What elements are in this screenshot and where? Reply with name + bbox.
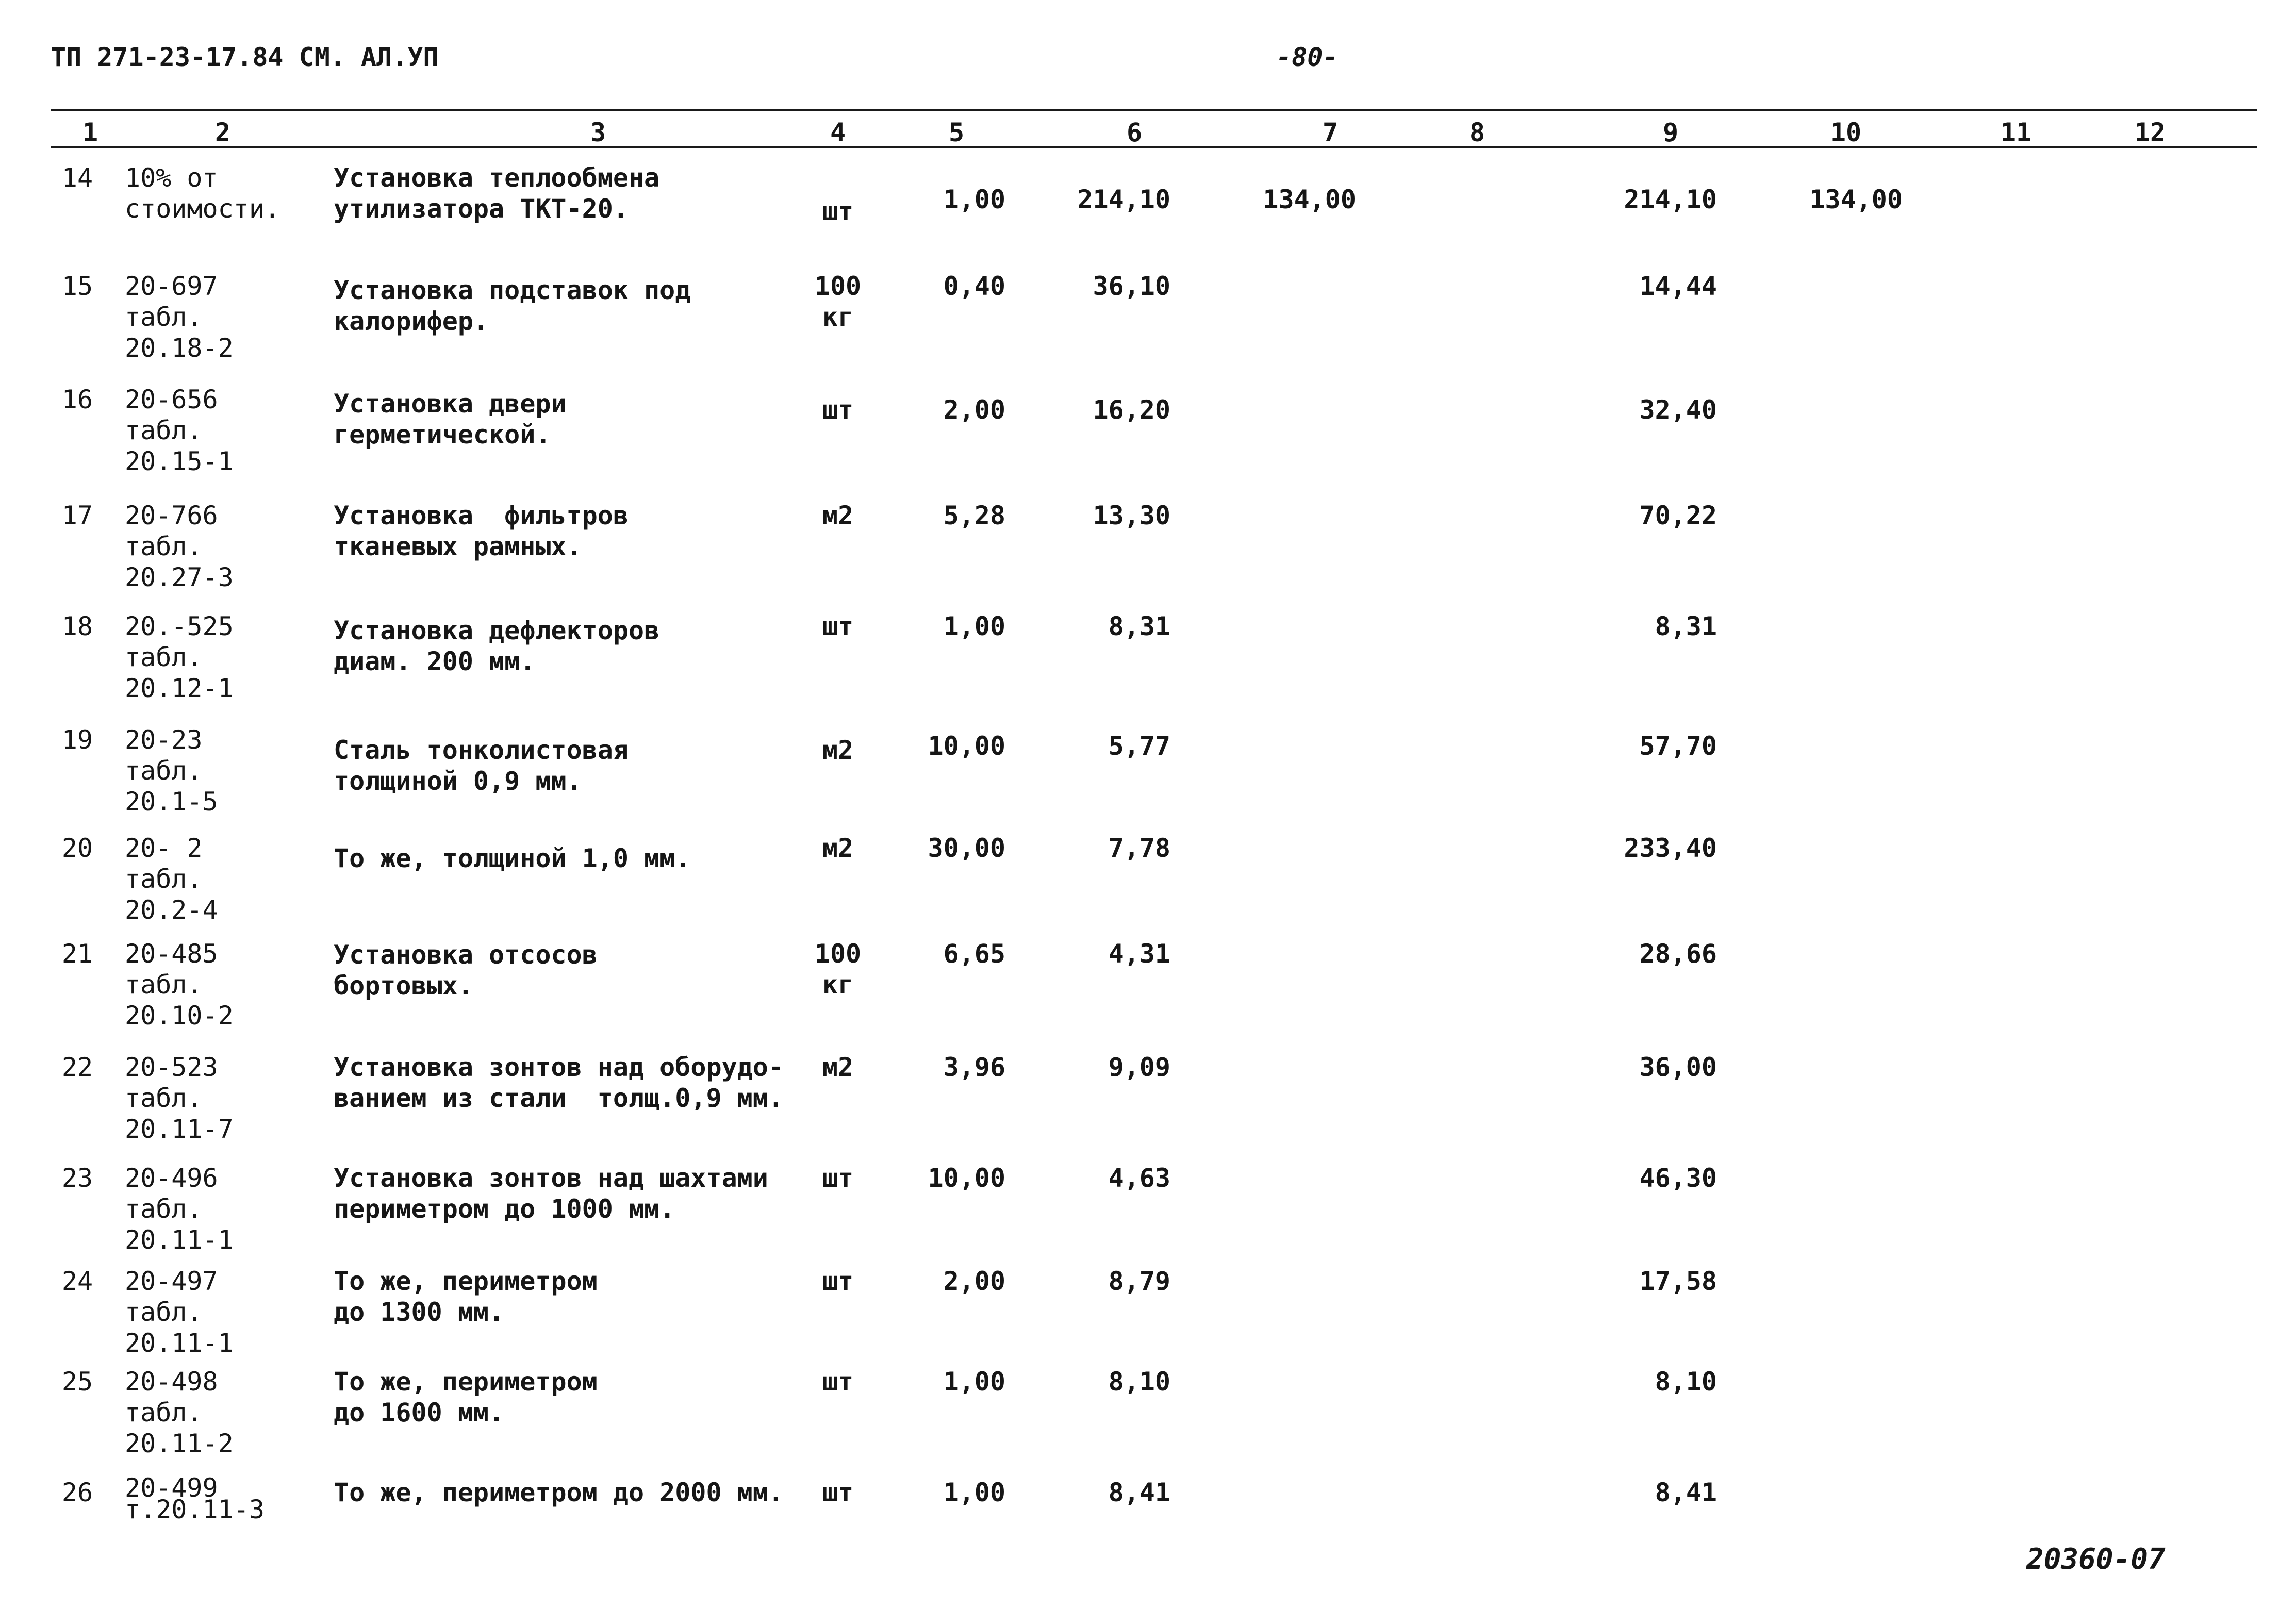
- quantity: 1,00: [943, 611, 1005, 641]
- unit-price: 4,31: [1108, 939, 1170, 969]
- quantity: 1,00: [943, 185, 1005, 214]
- total-cost: 57,70: [1639, 731, 1717, 761]
- column-number: 9: [1662, 118, 1679, 147]
- total-cost: 46,30: [1639, 1163, 1717, 1193]
- work-description: Установка дефлекторов диам. 200 мм.: [334, 616, 660, 676]
- unit-price: 16,20: [1093, 395, 1170, 425]
- total-cost: 8,41: [1655, 1478, 1717, 1507]
- row-number: 20: [61, 833, 93, 863]
- total-cost: 233,40: [1624, 833, 1717, 863]
- quantity: 2,00: [943, 395, 1005, 425]
- unit: шт: [822, 1266, 854, 1296]
- work-description: Установка подставок под калорифер.: [334, 275, 691, 336]
- quantity: 5,28: [943, 501, 1005, 531]
- total-cost: 17,58: [1639, 1266, 1717, 1296]
- rate-code: 20- 2 табл. 20.2-4: [125, 833, 218, 925]
- row-number: 22: [61, 1052, 93, 1082]
- column-number: 7: [1322, 118, 1339, 147]
- quantity: 30,00: [928, 833, 1005, 863]
- column-number: 12: [2134, 118, 2166, 147]
- unit: шт: [822, 1478, 854, 1507]
- work-description: То же, периметром до 1300 мм.: [334, 1266, 598, 1327]
- handwritten-signature: 20360-07: [2026, 1543, 2166, 1576]
- unit-price: 5,77: [1108, 731, 1170, 761]
- row-number: 26: [61, 1478, 93, 1507]
- row-number: 25: [61, 1367, 93, 1397]
- quantity: 1,00: [943, 1367, 1005, 1397]
- column-number: 3: [590, 118, 606, 147]
- column-number: 1: [82, 118, 98, 147]
- work-description: Установка зонтов над оборудо- ванием из стали толщ.0,9 мм.: [334, 1052, 784, 1113]
- rate-code: 20-498 табл. 20.11-2: [125, 1367, 234, 1458]
- work-description: То же, периметром до 2000 мм.: [334, 1478, 784, 1507]
- unit-price: 8,31: [1108, 611, 1170, 641]
- quantity: 2,00: [943, 1266, 1005, 1296]
- unit-price: 7,78: [1108, 833, 1170, 863]
- row-number: 19: [61, 725, 93, 755]
- unit: 100 кг: [814, 939, 862, 1000]
- total-cost: 32,40: [1639, 395, 1717, 425]
- total-cost: 36,00: [1639, 1052, 1717, 1082]
- quantity: 10,00: [928, 731, 1005, 761]
- row-number: 18: [61, 611, 93, 641]
- page-number: -80-: [1276, 42, 1339, 72]
- work-description: Установка отсосов бортовых.: [334, 940, 598, 1001]
- unit: шт: [822, 611, 854, 641]
- unit-price: 214,10: [1077, 185, 1170, 214]
- row-number: 24: [61, 1266, 93, 1296]
- row-number: 14: [61, 163, 93, 193]
- rate-code: 20-656 табл. 20.15-1: [125, 385, 234, 476]
- row-number: 17: [61, 501, 93, 531]
- work-description: Установка теплообмена утилизатора ТКТ-20.: [334, 163, 660, 224]
- column-number: 8: [1469, 118, 1485, 147]
- unit: м2: [822, 501, 854, 531]
- unit-price: 8,41: [1108, 1478, 1170, 1507]
- unit: м2: [822, 1052, 854, 1082]
- quantity: 0,40: [943, 271, 1005, 301]
- work-description: Установка двери герметической.: [334, 389, 567, 450]
- unit-price: 8,79: [1108, 1266, 1170, 1296]
- row-number: 15: [61, 271, 93, 301]
- rate-code: 20-485 табл. 20.10-2: [125, 939, 234, 1031]
- rate-code: 20-523 табл. 20.11-7: [125, 1052, 234, 1144]
- total-cost: 8,10: [1655, 1367, 1717, 1397]
- rate-code: 20-497 табл. 20.11-1: [125, 1266, 234, 1358]
- total-cost: 8,31: [1655, 611, 1717, 641]
- table-header-rule: [51, 146, 2257, 148]
- unit: м2: [822, 735, 854, 765]
- work-description: То же, толщиной 1,0 мм.: [334, 843, 691, 873]
- unit-price: 4,63: [1108, 1163, 1170, 1193]
- column-number: 11: [2000, 118, 2032, 147]
- column-number: 6: [1126, 118, 1143, 147]
- table-top-rule: [51, 109, 2257, 111]
- total-cost: 28,66: [1639, 939, 1717, 969]
- quantity: 10,00: [928, 1163, 1005, 1193]
- row-number: 23: [61, 1163, 93, 1193]
- total-cost: 70,22: [1639, 501, 1717, 531]
- work-description: Установка фильтров тканевых рамных.: [334, 501, 629, 561]
- row-number: 21: [61, 939, 93, 969]
- total-cost: 214,10: [1624, 185, 1717, 214]
- rate-code: 20-23 табл. 20.1-5: [125, 725, 218, 817]
- column-number: 4: [830, 118, 846, 147]
- work-description: Установка зонтов над шахтами периметром до 1000 мм.: [334, 1163, 768, 1224]
- unit: 100 кг: [814, 271, 862, 332]
- unit: шт: [822, 395, 854, 425]
- rate-code: 20.-525 табл. 20.12-1: [125, 611, 234, 703]
- quantity: 6,65: [943, 939, 1005, 969]
- unit-price: 13,30: [1093, 501, 1170, 531]
- work-description: Сталь тонколистовая толщиной 0,9 мм.: [334, 735, 629, 796]
- column-10-value: 134,00: [1809, 185, 1903, 214]
- unit-price: 9,09: [1108, 1052, 1170, 1082]
- work-description: То же, периметром до 1600 мм.: [334, 1367, 598, 1428]
- unit-price: 36,10: [1093, 271, 1170, 301]
- rate-code: 20-496 табл. 20.11-1: [125, 1163, 234, 1255]
- doc-code: ТП 271-23-17.84 СМ. АЛ.УП: [51, 42, 439, 72]
- unit: шт: [822, 1367, 854, 1397]
- rate-code: 20-499 т.20.11-3: [125, 1473, 265, 1524]
- column-7-value: 134,00: [1263, 185, 1356, 214]
- total-cost: 14,44: [1639, 271, 1717, 301]
- unit-price: 8,10: [1108, 1367, 1170, 1397]
- unit: шт: [822, 196, 854, 226]
- quantity: 1,00: [943, 1478, 1005, 1507]
- rate-code: 10% от стоимости.: [125, 163, 280, 224]
- unit: м2: [822, 833, 854, 863]
- rate-code: 20-697 табл. 20.18-2: [125, 271, 234, 363]
- rate-code: 20-766 табл. 20.27-3: [125, 501, 234, 592]
- row-number: 16: [61, 385, 93, 415]
- column-number: 2: [214, 118, 231, 147]
- unit: шт: [822, 1163, 854, 1193]
- column-number: 10: [1830, 118, 1862, 147]
- column-number: 5: [948, 118, 965, 147]
- quantity: 3,96: [943, 1052, 1005, 1082]
